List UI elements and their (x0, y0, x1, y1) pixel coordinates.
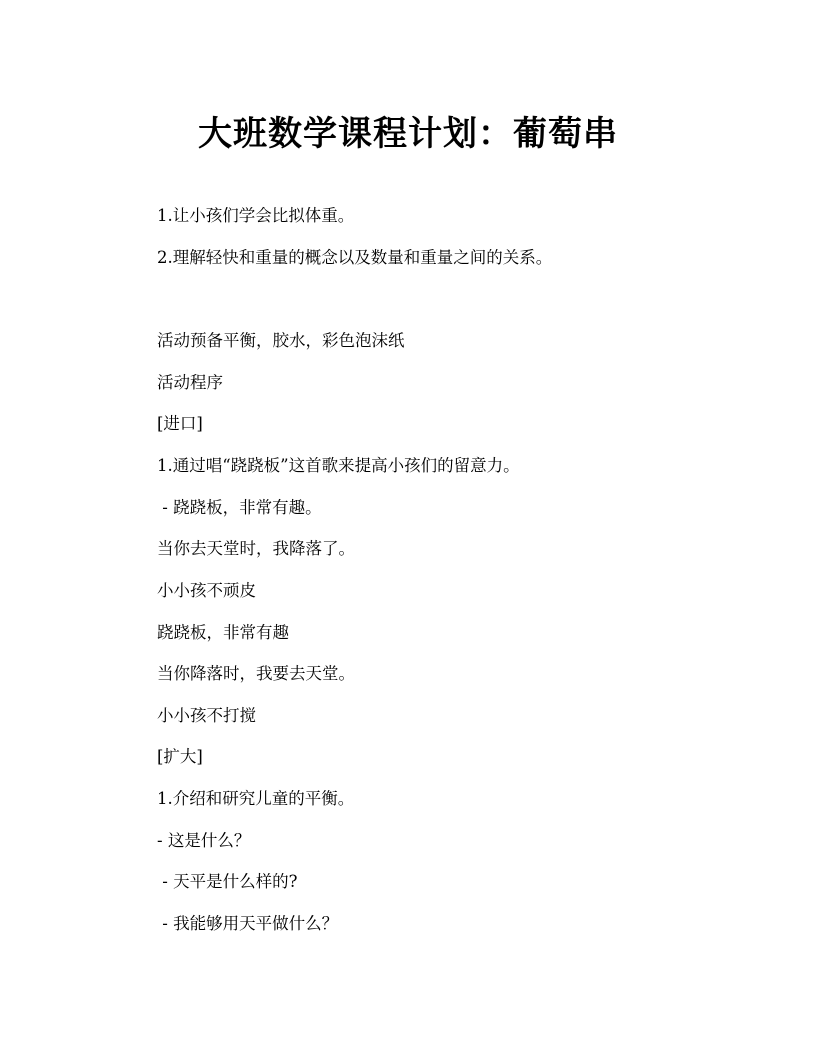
question-line-3: - 我能够用天平做什么？ (157, 914, 339, 933)
objective-line-2: 2.理解轻快和重量的概念以及数量和重量之间的关系。 (157, 248, 553, 267)
song-line-1: - 跷跷板，非常有趣。 (157, 498, 322, 517)
objective-line-1: 1.让小孩们学会比拟体重。 (157, 206, 355, 225)
song-line-3: 小小孩不顽皮 (157, 581, 256, 600)
song-line-6: 小小孩不打搅 (157, 706, 256, 725)
song-line-4: 跷跷板，非常有趣 (157, 623, 289, 642)
document-title: 大班数学课程计划：葡萄串 (198, 114, 618, 154)
intro-step-1: 1.通过唱“跷跷板”这首歌来提高小孩们的留意力。 (157, 456, 520, 475)
section-heading-expand: [扩大] (157, 747, 203, 766)
section-heading-intro: [进口] (157, 414, 203, 433)
song-line-2: 当你去天堂时，我降落了。 (157, 539, 355, 558)
song-line-5: 当你降落时，我要去天堂。 (157, 664, 355, 683)
materials-line: 活动预备平衡，胶水，彩色泡沫纸 (157, 331, 405, 350)
question-line-2: - 天平是什么样的? (157, 872, 298, 891)
question-line-1: - 这是什么？ (157, 831, 251, 850)
procedure-heading: 活动程序 (157, 373, 223, 392)
expand-step-1: 1.介绍和研究儿童的平衡。 (157, 789, 355, 808)
